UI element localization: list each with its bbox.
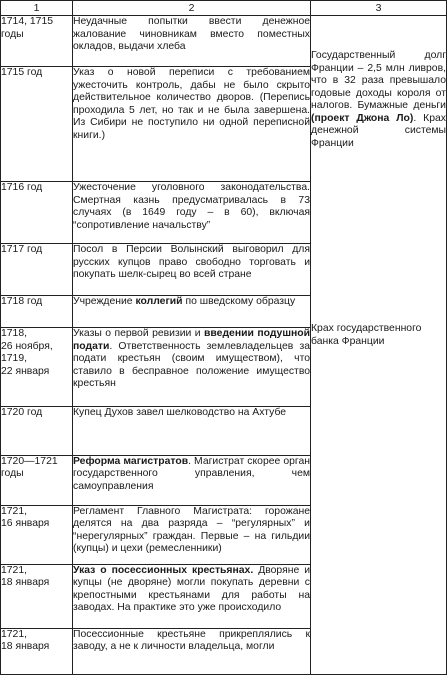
france-debt-note xyxy=(311,50,446,150)
date-cell: 1717 год xyxy=(1,244,73,296)
date-cell: 1721, 18 января xyxy=(1,628,73,674)
france-bank-crash-note: Крах государственного банка Франции xyxy=(311,323,422,347)
plain-text: Посессионные крестьяне прикреплялись к заводу, а не к личности владельца, могли xyxy=(73,628,310,653)
date-cell: 1721, 16 января xyxy=(1,505,73,564)
plain-text: Ужесточение уголовного законодательства. Смертная казнь предусматривалась в 73 случаях (в 1649 году – в 60), включая “сопротивление начальству” xyxy=(73,182,310,231)
date-cell: 1720 год xyxy=(1,406,73,455)
plain-text: Указ о новой переписи с требованием ужесточить контроль, дабы не было скрыто действительное количество дворов. (Перепись проходила 5 лет, но так и не была завершена. Из Сибири не поступило ни одной переписной книги.) xyxy=(73,67,310,141)
date-cell: 1714, 1715 годы xyxy=(1,16,73,67)
plain-text: Посол в Персии Волынский выговорил для русских купцов право свободно торговать и покупать шелк-сырец во всей стране xyxy=(73,244,310,281)
plain-text: . Ответственность землевладельцев за подати крестьян (своим имуществом), что ставило в бесправное положение имущество крестьян xyxy=(73,340,310,390)
event-cell xyxy=(73,182,311,244)
europe-events-cell xyxy=(311,16,447,675)
event-cell xyxy=(73,16,311,67)
header-row xyxy=(1,1,447,16)
date-cell: 1718 год xyxy=(1,296,73,328)
plain-text: Купец Духов завел шелководство на Ахтубе xyxy=(73,406,287,418)
emphasis-text: (проект Джона Ло) xyxy=(311,112,414,124)
plain-text: Указы о первой ревизии и xyxy=(73,328,205,340)
plain-text: Дворяне и купцы (не дворяне) могли покупать деревни с крепостными крестьянами для работы на заводах. На практике это уже происходило xyxy=(73,564,310,614)
plain-text: . Магистрат скорее орган государственного управления, чем самоуправления xyxy=(73,455,310,492)
plain-text: . Крах денежной системы Франции xyxy=(311,112,446,149)
emphasis-text: Указ о посессионных крестьянах. xyxy=(73,564,254,576)
emphasis-text: Реформа магистратов xyxy=(73,455,189,467)
date-cell: 1715 год xyxy=(1,67,73,182)
table-row xyxy=(1,16,447,67)
column-header-2: 2 xyxy=(73,1,311,16)
event-cell xyxy=(73,628,311,674)
event-cell xyxy=(73,67,311,182)
event-cell xyxy=(73,564,311,628)
event-cell xyxy=(73,244,311,296)
plain-text: Учреждение xyxy=(73,296,136,308)
column-header-3: 3 xyxy=(311,1,447,16)
date-cell: 1716 год xyxy=(1,182,73,244)
emphasis-text: коллегий xyxy=(135,296,183,308)
plain-text: Государственный долг Франции – 2,5 млн ливров, что в 32 раза превышало годовые доходы короля от налогов. Бумажные деньги xyxy=(311,50,446,111)
date-cell: 1720—1721 годы xyxy=(1,455,73,505)
plain-text: Неудачные попытки ввести денежное жалование чиновникам вместо поместных окладов, выдачи хлеба xyxy=(73,16,310,52)
event-cell xyxy=(73,328,311,406)
emphasis-text: введении подушной подати xyxy=(73,328,310,352)
event-cell xyxy=(73,296,311,328)
plain-text: по шведскому образцу xyxy=(182,296,296,308)
event-cell xyxy=(73,455,311,505)
event-cell xyxy=(73,505,311,564)
plain-text: Регламент Главного Магистрата: горожане делятся на два разряда – “регулярных” и “нерегулярных” граждан. Первые – на гильдии (купцы) и цехи (ремесленники) xyxy=(73,505,310,555)
column-header-1: 1 xyxy=(1,1,73,16)
date-cell: 1718, 26 ноября, 1719, 22 января xyxy=(1,328,73,406)
date-cell: 1721, 18 января xyxy=(1,564,73,628)
event-cell xyxy=(73,406,311,455)
